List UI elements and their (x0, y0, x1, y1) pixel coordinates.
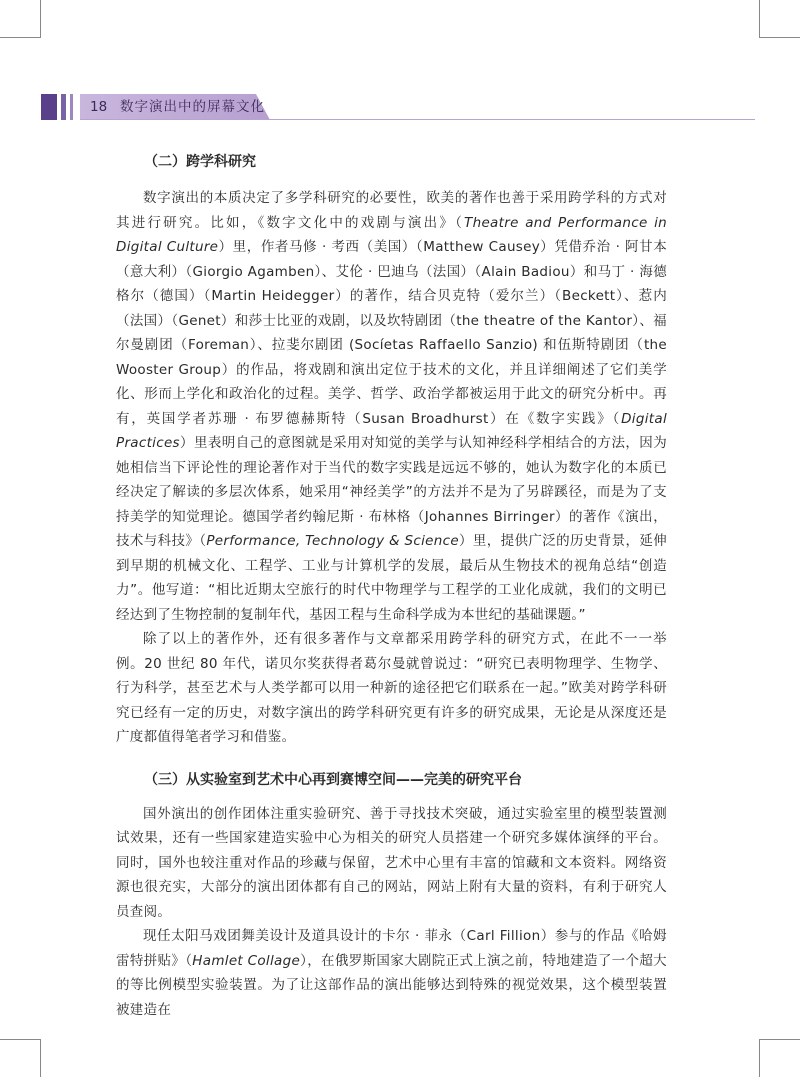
text-run: 现任太阳马戏团舞美设计及道具设计的卡尔 · 菲永（Carl Fillion）参与的作品《哈姆雷特拼贴》（ (116, 928, 667, 969)
crop-mark-top-left-v (40, 0, 41, 38)
paragraph (116, 186, 667, 627)
paragraph (116, 802, 667, 925)
section-heading: （三）从实验室到艺术中心再到赛博空间——完美的研究平台 (144, 771, 522, 788)
text-run: 除了以上的著作外，还有很多著作与文章都采用跨学科的研究方式，在此不一一举例。20 世纪 80 年代，诺贝尔奖获得者葛尔曼就曾说过：“研究已表明物理学、生物学、行为科学，甚至艺术与人类学都可以用一种新的途径把它们联系在一起。”欧美对跨学科研究已经有一定的历史，对数字演出的跨学科研究更有许多的研究成果，无论是从深度还是广度都值得笔者学习和借鉴。 (116, 631, 667, 745)
text-run: 国外演出的创作团体注重实验研究、善于寻找技术突破，通过实验室里的模型装置测试效果，还有一些国家建造实验中心为相关的研究人员搭建一个研究多媒体演绎的平台。同时，国外也较注重对作品的珍藏与保留，艺术中心里有丰富的馆藏和文本资料。网络资源也很充实，大部分的演出团体都有自己的网站，网站上附有大量的资料，有利于研究人员查阅。 (116, 805, 667, 920)
crop-mark-top-left-h (0, 37, 40, 38)
header-bar-mid (61, 94, 66, 120)
header-bar-dark (41, 94, 57, 120)
crop-mark-bottom-right-h (760, 1039, 800, 1040)
crop-mark-bottom-right-v (759, 1039, 760, 1077)
italic-title: Performance, Technology & Science (206, 533, 459, 549)
italic-title: Theatre and Performance in Digital Culture (116, 214, 667, 255)
text-run: ）里，作者马修 · 考西（美国）（Matthew Causey）凭借乔治 · 阿甘本（意大利）（Giorgio Agamben）、艾伦 · 巴迪乌（法国）（Alain Badiou）和马丁 · 海德格尔（德国）（Martin Heidegger）的著作，结合贝克特（爱尔兰）（Beckett）、惹内（法国）（Genet）和莎士比亚的戏剧，以及坎特剧团（the theatre of the Kantor）、福尔曼剧团（Foreman）、拉斐尔剧团 (Socíetas Raffaello Sanzio) 和伍斯特剧团（the Wooster Group）的作品，将戏剧和演出定位于技术的文化，并且详细阐述了它们美学化、形而上学化和政治化的过程。美学、哲学、政治学都被运用于此文的研究分析中。再有，英国学者苏珊 · 布罗德赫斯特（Susan Broadhurst）在《数字实践》（ (116, 239, 667, 427)
header-bar-light (70, 94, 73, 120)
text-run: ），在俄罗斯国家大剧院正式上演之前，特地建造了一个超大的等比例模型实验装置。为了让这部作品的演出能够达到特殊的视觉效果，这个模型装置被建造在 (116, 952, 667, 1018)
page-number: 18 (90, 99, 108, 115)
page-content (116, 150, 667, 1022)
paragraph (116, 627, 667, 750)
running-title: 数字演出中的屏幕文化 (120, 99, 265, 115)
italic-title: Hamlet Collage (192, 952, 301, 969)
crop-mark-bottom-left-h (0, 1039, 40, 1040)
section-heading: （二）跨学科研究 (144, 154, 256, 170)
crop-mark-top-right-v (759, 0, 760, 38)
text-run: 数字演出的本质决定了多学科研究的必要性，欧美的著作也善于采用跨学科的方式对其进行研究。比如，《数字文化中的戏剧与演出》（ (116, 190, 667, 231)
text-run: ）里表明自己的意图就是采用对知觉的美学与认知神经科学相结合的方法，因为她相信当下评论性的理论著作对于当代的数字实践是远远不够的，她认为数字化的本质已经决定了解读的多层次体系，她采用“神经美学”的方法并不是为了另辟蹊径，而是为了支持美学的知觉理论。德国学者约翰尼斯 · 布林格（Johannes Birringer）的著作《演出，技术与科技》（ (116, 435, 667, 549)
paragraph (116, 924, 667, 1022)
italic-title: Digital Practices (116, 410, 667, 451)
crop-mark-top-right-h (760, 37, 800, 38)
crop-mark-bottom-left-v (40, 1039, 41, 1077)
running-header (0, 94, 800, 120)
text-run: ）里，提供广泛的历史背景，延伸到早期的机械文化、工程学、工业与计算机学的发展，最后从生物技术的视角总结“创造力”。他写道：“相比近期太空旅行的时代中物理学与工程学的工业化成就，我们的文明已经达到了生物控制的复制年代，基因工程与生命科学成为本世纪的基础课题。” (116, 533, 667, 623)
